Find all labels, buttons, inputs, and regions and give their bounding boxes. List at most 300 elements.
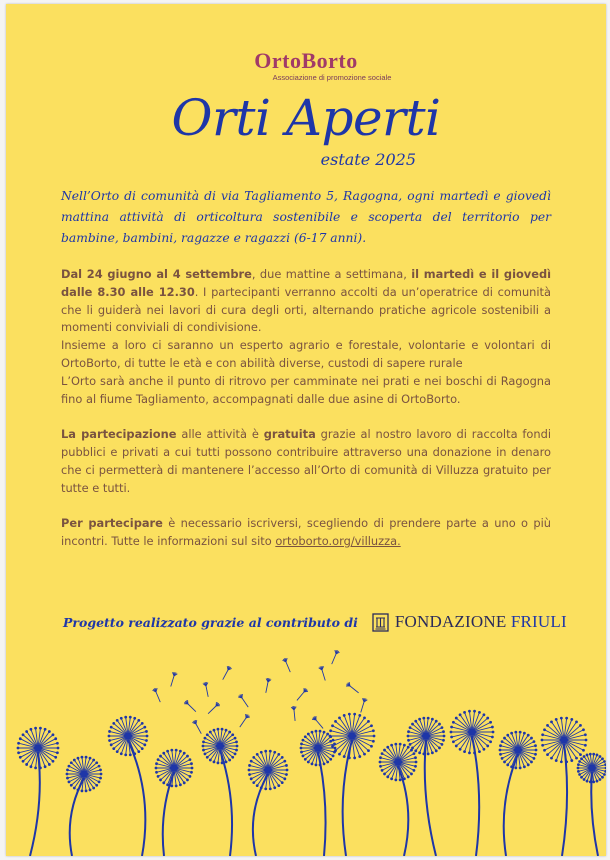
sponsor-name-part2: FRIULI: [510, 612, 567, 631]
dandelion-center: [81, 771, 87, 777]
dandelion-seed-tip: [300, 743, 303, 746]
dandelion-center: [349, 733, 355, 739]
dandelion-seed-tip: [202, 741, 205, 744]
dandelion-seed-tip: [307, 761, 310, 764]
dandelion-seed-tip: [30, 728, 33, 731]
dandelion-seed-tip: [19, 737, 22, 740]
dandelion-seed-tip: [204, 753, 207, 756]
dandelion-seed-tip: [411, 723, 414, 726]
dandelion-seed-tip: [264, 787, 267, 790]
dandelion-seed-tip: [390, 744, 393, 747]
dandelion-seed-tip: [455, 745, 458, 748]
dandelion-seed-tip: [499, 753, 502, 756]
dandelion-seed-tip: [273, 786, 276, 789]
dandelion-seed-tip: [186, 755, 189, 758]
dandelion-seed-tip: [489, 740, 492, 743]
text-segment: . I partecipanti verranno accolti da un’operatrice di comunità che li guiderà nei lavori di cura degli orti, alternando pratiche agricole sostenibili a momenti conviviali di condivisione.: [61, 284, 551, 335]
dandelion-seed-tip: [501, 757, 504, 760]
dandelion-seed-tip: [179, 750, 182, 753]
dandelion-seed-tip: [99, 769, 102, 772]
dandelion-seed-tip: [367, 749, 370, 752]
dandelion-seed-tip: [48, 730, 51, 733]
dandelion-seed-tip: [302, 739, 305, 742]
dandelion-seed-tip: [170, 784, 173, 787]
dandelion-seed-tip: [277, 784, 280, 787]
dandelion-seed-tip: [319, 763, 322, 766]
dandelion-seed-tip: [260, 786, 263, 789]
page-subtitle: estate 2025: [320, 150, 416, 169]
dandelion-seed-tip: [603, 760, 606, 763]
dandelion-seed-tip: [379, 761, 382, 764]
dandelion-seed-tip: [190, 771, 193, 774]
dandelion-center: [171, 765, 177, 771]
dandelion-seed-tip: [442, 730, 445, 733]
dandelion-seed-tip: [468, 751, 471, 754]
dandelion-seed-tip: [225, 760, 228, 763]
dandelion-seed-tip: [543, 749, 546, 752]
dandelion-seed-tip: [155, 762, 158, 765]
dandelion-seed-tip: [386, 775, 389, 778]
floating-seed-stem: [242, 698, 248, 707]
dandelion-seed-tip: [455, 717, 458, 720]
dandelion-seed-tip: [286, 769, 289, 772]
dandelion-seed-tip: [486, 717, 489, 720]
dandelion-seed-tip: [319, 730, 322, 733]
dandelion-seed-tip: [435, 720, 438, 723]
dandelion-seed-tip: [530, 737, 533, 740]
dandelion-seed-tip: [235, 741, 238, 744]
dandelion-seed-tip: [213, 729, 216, 732]
dandelion-seed-tip: [367, 720, 370, 723]
dandelion-seed-tip: [334, 720, 337, 723]
floating-seed-stem: [156, 692, 160, 702]
dandelion-seed-tip: [582, 728, 585, 731]
dandelion-seed-tip: [179, 783, 182, 786]
dandelion-seed-tip: [534, 744, 537, 747]
dandelion-seed-tip: [413, 769, 416, 772]
dandelion-seed-tip: [108, 739, 111, 742]
dandelion-seed-tip: [17, 742, 20, 745]
dandelion-seed-tip: [483, 713, 486, 716]
dandelion-seed-tip: [543, 728, 546, 731]
dandelion-seed-tip: [228, 731, 231, 734]
dandelion-seed-tip: [555, 759, 558, 762]
dandelion-seed-tip: [100, 773, 103, 776]
dandelion-seed-tip: [381, 769, 384, 772]
dandelion-seed-tip: [431, 718, 434, 721]
dandelion-seed-tip: [514, 731, 517, 734]
bold-days: il martedì e il giovedì dalle 8.30 alle 12.30: [61, 267, 552, 299]
bold-participation: La partecipazione: [61, 427, 177, 442]
dandelion-seed-tip: [550, 720, 553, 723]
dandelion-stem: [472, 736, 479, 856]
dandelion-seed-tip: [162, 781, 165, 784]
dandelion-seed-tip: [418, 751, 421, 754]
dandelion-seed-tip: [141, 722, 144, 725]
dandelion-seed-tip: [66, 769, 69, 772]
dandelion-seed-tip: [468, 710, 471, 713]
dandelion-seed-tip: [44, 765, 47, 768]
dandelion-seed-tip: [256, 753, 259, 756]
dandelion-seed-tip: [108, 735, 111, 738]
dandelion-seed-tip: [541, 739, 544, 742]
dandelion-seed-tip: [77, 788, 80, 791]
dandelion-seed-tip: [363, 753, 366, 756]
dandelion-seed-tip: [586, 754, 589, 757]
dandelion-seed-tip: [372, 740, 375, 743]
dandelion-stem: [128, 740, 145, 856]
dandelion-seed-tip: [95, 784, 98, 787]
dandelion-seed-tip: [141, 747, 144, 750]
intro-paragraph: Nell’Orto di comunità di via Tagliamento 5, Ragogna, ogni martedì e giovedì mattina attività di orticoltura sostenibile e scoperta del territorio per bambine, bambini, ragazze e ragazzi (6-17 anni).: [61, 189, 551, 245]
dandelion-illustration: [6, 640, 606, 856]
dandelion-seed-tip: [394, 778, 397, 781]
dandelion-seed-tip: [409, 743, 412, 746]
dandelion-seed-tip: [57, 747, 60, 750]
dandelion-seed-tip: [89, 757, 92, 760]
dandelion-seed-tip: [583, 755, 586, 758]
website-link[interactable]: ortoborto.org/villuzza.: [275, 533, 401, 548]
dandelion-seed-tip: [189, 775, 192, 778]
dandelion-seed-tip: [54, 756, 57, 759]
floating-seed-stem: [322, 670, 325, 681]
floating-seed-stem: [206, 686, 208, 697]
dandelion-center: [395, 759, 401, 765]
dandelion-seed-tip: [343, 714, 346, 717]
dandelion-seed-tip: [234, 737, 237, 740]
dandelion-seed-tip: [204, 737, 207, 740]
dandelion-seed-tip: [589, 753, 592, 756]
dandelion-seed-tip: [81, 789, 84, 792]
dandelion-seed-tip: [17, 747, 20, 750]
dandelion-seed-tip: [311, 731, 314, 734]
dandelion-seed-tip: [414, 756, 417, 759]
dandelion-seed-tip: [473, 710, 476, 713]
floating-seed-stem: [294, 710, 295, 721]
dandelion-seed-tip: [116, 750, 119, 753]
dandelion-seed-tip: [273, 751, 276, 754]
floating-seed-stem: [350, 686, 359, 693]
dandelion-seed-tip: [403, 744, 406, 747]
dandelion-seed-tip: [30, 765, 33, 768]
dandelion-seed-tip: [52, 760, 55, 763]
dandelion-seed-tip: [483, 748, 486, 751]
dandelion-center: [315, 745, 321, 751]
dandelion-seed-tip: [234, 753, 237, 756]
dandelion-seed-tip: [363, 716, 366, 719]
dandelion-seed-tip: [56, 751, 59, 754]
dandelion-seed-tip: [68, 765, 71, 768]
dandelion-seed-tip: [116, 719, 119, 722]
dandelion-seed-tip: [129, 753, 132, 756]
dandelion-seed-tip: [34, 727, 37, 730]
dandelion-seed-tip: [206, 733, 209, 736]
brand-name: OrtoBorto: [254, 48, 358, 73]
dandelion-seed-tip: [592, 753, 595, 756]
dandelion-seed-tip: [338, 753, 341, 756]
dandelion-seed-tip: [459, 713, 462, 716]
dandelion-seed-tip: [463, 750, 466, 753]
dandelion-seed-tip: [353, 756, 356, 759]
dandelion-seed-tip: [221, 728, 224, 731]
dandelion-seed-tip: [85, 789, 88, 792]
dandelion-seed-tip: [601, 757, 604, 760]
dandelion-seed-tip: [124, 716, 127, 719]
dandelion-seed-tip: [565, 717, 568, 720]
floating-seed-stem: [171, 676, 174, 687]
dandelion-seed-tip: [583, 778, 586, 781]
dandelion-seed-tip: [209, 759, 212, 762]
bold-register: Per partecipare: [61, 516, 163, 531]
dandelion-seed-tip: [85, 756, 88, 759]
dandelion-seed-tip: [217, 761, 220, 764]
floating-seed-stem: [316, 720, 323, 728]
dandelion-seed-tip: [304, 735, 307, 738]
dandelion-seed-tip: [589, 780, 592, 783]
dandelion-seed-tip: [394, 743, 397, 746]
dandelion-seed-tip: [478, 711, 481, 714]
floating-seed-fluff: [227, 666, 228, 670]
brand-subtitle: Associazione di promozione sociale: [272, 73, 392, 82]
dandelion-seed-tip: [506, 734, 509, 737]
dandelion-seed-tip: [399, 778, 402, 781]
dandelion-seed-tip: [54, 737, 57, 740]
dandelion-stem: [220, 750, 232, 856]
dandelion-seed-tip: [379, 765, 382, 768]
dandelion-seed-tip: [541, 733, 544, 736]
dandelion-seed-tip: [175, 784, 178, 787]
dandelion-seed-tip: [577, 770, 580, 773]
dandelion-seed-tip: [250, 760, 253, 763]
dandelion-seed-tip: [77, 757, 80, 760]
dandelion-seed-tip: [431, 751, 434, 754]
dandelion-seed-tip: [452, 721, 455, 724]
dandelion-seed-tip: [534, 753, 537, 756]
dandelion-seed-tip: [578, 773, 581, 776]
dandelion-seed-tip: [523, 732, 526, 735]
dandelion-seed-tip: [596, 780, 599, 783]
sponsor-name: [395, 612, 567, 632]
dandelion-seed-tip: [441, 726, 444, 729]
dandelion-seed-tip: [281, 756, 284, 759]
dandelion-seed-tip: [503, 761, 506, 764]
dandelion-seed-tip: [235, 749, 238, 752]
dandelion-seed-tip: [166, 750, 169, 753]
dandelion-seed-tip: [81, 756, 84, 759]
dandelion-seed-tip: [541, 744, 544, 747]
dandelion-seed-tip: [170, 749, 173, 752]
dandelion-seed-tip: [585, 739, 588, 742]
dandelion-seed-tip: [228, 759, 231, 762]
fondazione-friuli-logo: [372, 612, 567, 632]
dandelion-seed-tip: [70, 761, 73, 764]
dandelion-seed-tip: [56, 742, 59, 745]
dandelion-seed-tip: [560, 717, 563, 720]
dandelion-seed-tip: [381, 752, 384, 755]
floating-seed-stem: [240, 718, 246, 727]
dandelion-seed-tip: [256, 784, 259, 787]
dandelion-seed-tip: [311, 762, 314, 765]
bold-free: gratuita: [263, 427, 316, 442]
dandelion-seed-tip: [501, 740, 504, 743]
dandelion-seed-tip: [533, 757, 536, 760]
dandelion-seed-tip: [39, 727, 42, 730]
dandelion-seed-tip: [25, 730, 28, 733]
dandelion-seed-tip: [183, 752, 186, 755]
dandelion-seed-tip: [155, 771, 158, 774]
dandelion-seed-tip: [383, 749, 386, 752]
dandelion-seed-tip: [535, 749, 538, 752]
dandelion-seed-tip: [159, 755, 162, 758]
dandelion-seed-tip: [407, 775, 410, 778]
dandelion-seed-tip: [277, 753, 280, 756]
paragraph-staff: Insieme a loro ci saranno un esperto agrario e forestale, volontarie e volontari di OrtoBorto, di tutte le età e con abilità diverse, custodi di sapere rurale: [61, 338, 551, 370]
dandelion-seed-tip: [358, 755, 361, 758]
dandelion-seed-tip: [221, 761, 224, 764]
dandelion-seed-tip: [213, 760, 216, 763]
dandelion-seed-tip: [414, 720, 417, 723]
dandelion-seed-tip: [499, 744, 502, 747]
dandelion-seed-tip: [66, 773, 69, 776]
dandelion-seed-tip: [450, 736, 453, 739]
dandelion-seed-tip: [370, 745, 373, 748]
dandelion-seed-tip: [407, 730, 410, 733]
dandelion-seed-tip: [506, 763, 509, 766]
dandelion-seed-tip: [145, 730, 148, 733]
dandelion-seed-tip: [584, 733, 587, 736]
dandelion-seed-tip: [578, 760, 581, 763]
dandelion-seed-tip: [560, 760, 563, 763]
dandelion-seed-tip: [459, 748, 462, 751]
dandelion-seed-tip: [603, 773, 606, 776]
dandelion-seed-tip: [584, 744, 587, 747]
dandelion-seed-tip: [269, 750, 272, 753]
dandelion-seed-tip: [592, 780, 595, 783]
dandelion-seed-tip: [264, 750, 267, 753]
dandelion-seed-tip: [510, 732, 513, 735]
dandelion-seed-tip: [202, 749, 205, 752]
dandelion-seed-tip: [413, 752, 416, 755]
dandelion-center: [589, 765, 595, 771]
dandelion-seed-tip: [527, 734, 530, 737]
dandelion-seed-tip: [22, 733, 25, 736]
dandelion-seed-tip: [217, 728, 220, 731]
dandelion-stem: [504, 754, 518, 856]
dandelion-seed-tip: [133, 717, 136, 720]
dandelion-seed-tip: [120, 752, 123, 755]
dandelion-seed-tip: [519, 731, 522, 734]
dandelion-seed-tip: [580, 757, 583, 760]
dandelion-seed-tip: [323, 731, 326, 734]
dandelion-seed-tip: [546, 724, 549, 727]
dandelion-seed-tip: [143, 726, 146, 729]
floating-seed-stem: [286, 662, 290, 672]
dandelion-seed-tip: [533, 740, 536, 743]
dandelion-seed-tip: [124, 753, 127, 756]
dandelion-seed-tip: [418, 718, 421, 721]
dandelion-seed-tip: [329, 729, 332, 732]
dandelion-seed-tip: [250, 777, 253, 780]
dandelion-seed-tip: [565, 760, 568, 763]
dandelion-seed-tip: [410, 773, 413, 776]
dandelion-seed-tip: [422, 717, 425, 720]
dandelion-seed-tip: [120, 717, 123, 720]
dandelion-seed-tip: [599, 755, 602, 758]
paragraph-dates: [61, 266, 551, 337]
text-segment: è necessario iscriversi, scegliendo di prendere parte a uno o più incontri. Tutte le informazioni sul sito: [61, 516, 552, 548]
dandelion-seed-tip: [326, 733, 329, 736]
dandelion-center: [469, 729, 475, 735]
dandelion-seed-tip: [22, 760, 25, 763]
dandelion-seed-tip: [281, 781, 284, 784]
dandelion-seed-tip: [514, 766, 517, 769]
dandelion-seed-tip: [44, 728, 47, 731]
dandelion-seed-tip: [231, 756, 234, 759]
dandelion-seed-tip: [370, 724, 373, 727]
dandelion-seed-tip: [98, 765, 101, 768]
dandelion-seed-tip: [582, 749, 585, 752]
dandelion-seed-tip: [112, 747, 115, 750]
dandelion-seed-tip: [52, 733, 55, 736]
dandelion-seed-tip: [575, 720, 578, 723]
dandelion-seed-tip: [17, 751, 20, 754]
dandelion-seed-tip: [473, 751, 476, 754]
dandelion-seed-tip: [73, 787, 76, 790]
dandelion-seed-tip: [334, 747, 337, 750]
dandelion-seed-tip: [112, 722, 115, 725]
dandelion-seed-tip: [580, 776, 583, 779]
dandelion-seed-tip: [503, 737, 506, 740]
dandelion-seed-tip: [407, 739, 410, 742]
dandelion-seed-tip: [519, 766, 522, 769]
dandelion-seed-tip: [478, 750, 481, 753]
floating-seed-stem: [188, 704, 196, 712]
dandelion-seed-tip: [133, 752, 136, 755]
dandelion-seed-tip: [575, 757, 578, 760]
dandelion-seed-tip: [527, 763, 530, 766]
dandelion-seed-tip: [601, 776, 604, 779]
dandelion-seed-tip: [186, 779, 189, 782]
dandelion-seed-tip: [68, 781, 71, 784]
dandelion-seed-tip: [491, 726, 494, 729]
dandelion-seed-tip: [315, 730, 318, 733]
dandelion-seed-tip: [183, 781, 186, 784]
dandelion-seed-tip: [202, 745, 205, 748]
body-text: [61, 266, 551, 551]
dandelion-seed-tip: [155, 767, 158, 770]
dandelion-seed-tip: [145, 739, 148, 742]
dandelion-seed-tip: [332, 755, 335, 758]
ortoborto-logo: [6, 50, 606, 82]
dandelion-seed-tip: [175, 749, 178, 752]
dandelion-seed-tip: [414, 765, 417, 768]
fondazione-friuli-logo-icon: [372, 613, 389, 632]
dandelion-seed-tip: [427, 717, 430, 720]
dandelion-seed-tip: [304, 758, 307, 761]
dandelion-seed-tip: [427, 752, 430, 755]
dandelion-seed-tip: [110, 726, 113, 729]
dandelion-seed-tip: [550, 757, 553, 760]
dandelion-seed-tip: [89, 788, 92, 791]
dandelion-center: [35, 745, 41, 751]
dandelion-seed-tip: [108, 730, 111, 733]
dandelion-seed-tip: [586, 780, 589, 783]
dandelion-seed-tip: [331, 745, 334, 748]
dandelion-seed-tip: [450, 731, 453, 734]
dandelion-seed-tip: [329, 758, 332, 761]
dandelion-seed-tip: [157, 775, 160, 778]
dandelion-seed-tip: [411, 747, 414, 750]
